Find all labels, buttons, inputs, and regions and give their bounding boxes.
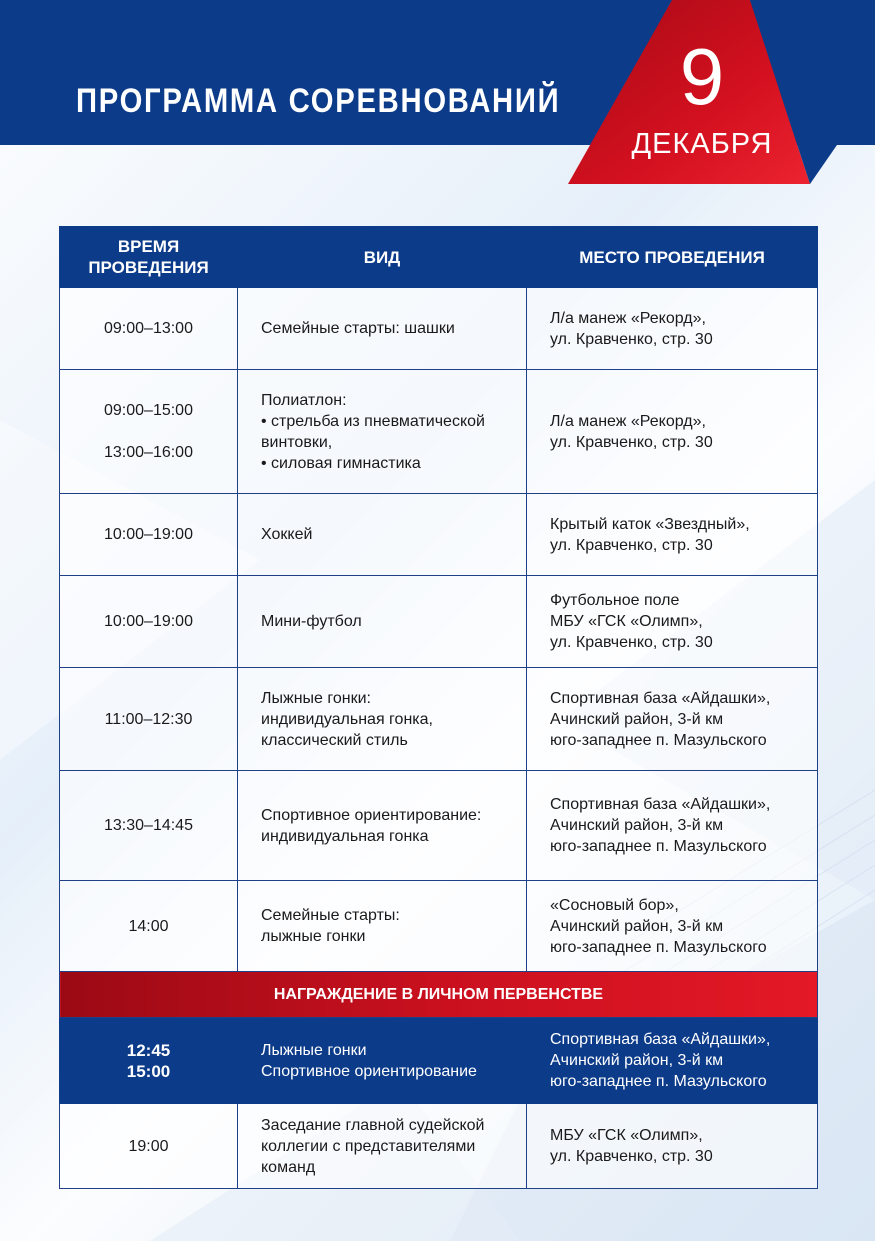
- table-row: [60, 1104, 818, 1189]
- time-value: 09:00–15:00: [104, 402, 193, 419]
- time-value: 15:00: [126, 1061, 171, 1081]
- kind-line: Семейные старты: шашки: [261, 320, 455, 337]
- kind-line: Хоккей: [261, 526, 313, 543]
- time-value: 11:00–12:30: [104, 710, 193, 728]
- kind-line: Спортивное ориентирование:: [261, 806, 482, 824]
- time-cell: [60, 494, 238, 576]
- kind-cell: [238, 1104, 527, 1189]
- place-line: Спортивная база «Айдашки»,: [550, 689, 771, 707]
- kind-cell: [238, 576, 527, 668]
- table-row: [60, 288, 818, 370]
- place-line: Л/а манеж «Рекорд»,: [550, 309, 706, 327]
- place-line: ул. Кравченко, стр. 30: [550, 433, 713, 451]
- place-cell: [527, 288, 818, 370]
- table-row: [60, 771, 818, 881]
- place-line: юго-западнее п. Мазульского: [550, 838, 767, 855]
- place-line: Ачинский район, 3-й км: [550, 817, 724, 834]
- place-cell: [527, 1104, 818, 1189]
- table-row: [60, 370, 818, 494]
- time-cell: [60, 1104, 238, 1189]
- kind-line: Лыжные гонки:: [261, 689, 371, 707]
- kind-line: индивидуальная гонка: [261, 827, 429, 845]
- place-line: юго-западнее п. Мазульского: [550, 731, 767, 749]
- table-row: [60, 881, 818, 972]
- column-header-time: [60, 227, 238, 288]
- award-heading-row: [60, 972, 818, 1018]
- place-line: Ачинский район, 3-й км: [550, 710, 724, 728]
- kind-line: классический стиль: [261, 731, 408, 749]
- time-cell: [60, 1018, 238, 1104]
- award-heading: НАГРАЖДЕНИЕ В ЛИЧНОМ ПЕРВЕНСТВЕ: [60, 972, 818, 1018]
- place-cell: [527, 881, 818, 972]
- time-cell: [60, 881, 238, 972]
- column-header-time-line1: ВРЕМЯ: [117, 237, 180, 256]
- column-header-place: МЕСТО ПРОВЕДЕНИЯ: [527, 227, 818, 288]
- time-value: 14:00: [128, 917, 169, 935]
- time-cell: [60, 576, 238, 668]
- kind-line: лыжные гонки: [261, 928, 366, 945]
- kind-cell: [238, 668, 527, 771]
- time-value: 10:00–19:00: [104, 526, 193, 543]
- time-cell: [60, 771, 238, 881]
- kind-line: коллегии с представителями: [261, 1137, 476, 1155]
- kind-cell: [238, 370, 527, 494]
- time-cell: [60, 370, 238, 494]
- kind-line: винтовки,: [261, 433, 333, 451]
- kind-cell: [238, 494, 527, 576]
- time-value: 19:00: [128, 1137, 169, 1155]
- kind-cell: [238, 1018, 527, 1104]
- place-line: Футбольное поле: [550, 592, 680, 609]
- time-cell: [60, 288, 238, 370]
- place-line: ул. Кравченко, стр. 30: [550, 536, 713, 554]
- place-cell: [527, 1018, 818, 1104]
- schedule-table: [59, 226, 818, 1189]
- place-line: юго-западнее п. Мазульского: [550, 938, 767, 956]
- time-value: 09:00–13:00: [104, 320, 193, 337]
- kind-line: Спортивное ориентирование: [261, 1062, 477, 1080]
- kind-line: индивидуальная гонка,: [261, 710, 433, 728]
- table-row: [60, 576, 818, 668]
- place-line: МБУ «ГСК «Олимп»,: [550, 613, 703, 630]
- time-spacer: [61, 421, 236, 442]
- place-line: ул. Кравченко, стр. 30: [550, 634, 713, 651]
- place-cell: [527, 370, 818, 494]
- place-line: ул. Кравченко, стр. 30: [550, 330, 713, 348]
- place-line: Спортивная база «Айдашки»,: [550, 1031, 771, 1048]
- kind-cell: [238, 881, 527, 972]
- place-cell: [527, 576, 818, 668]
- table-row: [60, 494, 818, 576]
- award-row: [60, 1018, 818, 1104]
- place-line: Спортивная база «Айдашки»,: [550, 796, 771, 813]
- kind-line: Лыжные гонки: [261, 1041, 367, 1059]
- column-header-kind: ВИД: [238, 227, 527, 288]
- time-value: 12:45: [126, 1040, 171, 1060]
- place-line: «Сосновый бор»,: [550, 896, 679, 914]
- time-value: 13:00–16:00: [104, 444, 193, 461]
- kind-line: Заседание главной судейской: [261, 1116, 485, 1134]
- time-value: 13:30–14:45: [104, 817, 193, 834]
- place-line: Л/а манеж «Рекорд»,: [550, 412, 706, 430]
- kind-line: команд: [261, 1158, 316, 1176]
- date-month: ДЕКАБРЯ: [631, 128, 773, 160]
- place-line: ул. Кравченко, стр. 30: [550, 1148, 713, 1165]
- table-header-row: [60, 227, 818, 288]
- place-cell: [527, 668, 818, 771]
- column-header-time-line2: ПРОВЕДЕНИЯ: [88, 258, 209, 277]
- place-line: Крытый каток «Звездный»,: [550, 515, 750, 533]
- place-line: Ачинский район, 3-й км: [550, 917, 724, 935]
- kind-line: • силовая гимнастика: [261, 454, 421, 472]
- place-cell: [527, 771, 818, 881]
- time-value: 10:00–19:00: [104, 613, 193, 630]
- page-title: ПРОГРАММА СОРЕВНОВАНИЙ: [76, 82, 561, 120]
- kind-cell: [238, 771, 527, 881]
- kind-line: Мини-футбол: [261, 613, 362, 630]
- time-cell: [60, 668, 238, 771]
- kind-line: Семейные старты:: [261, 907, 400, 924]
- place-line: Ачинский район, 3-й км: [550, 1052, 724, 1069]
- table-row: [60, 668, 818, 771]
- place-cell: [527, 494, 818, 576]
- kind-cell: [238, 288, 527, 370]
- kind-line: • стрельба из пневматической: [261, 412, 485, 430]
- kind-line: Полиатлон:: [261, 391, 347, 409]
- place-line: юго-западнее п. Мазульского: [550, 1073, 767, 1090]
- place-line: МБУ «ГСК «Олимп»,: [550, 1127, 703, 1144]
- date-day: 9: [679, 32, 725, 121]
